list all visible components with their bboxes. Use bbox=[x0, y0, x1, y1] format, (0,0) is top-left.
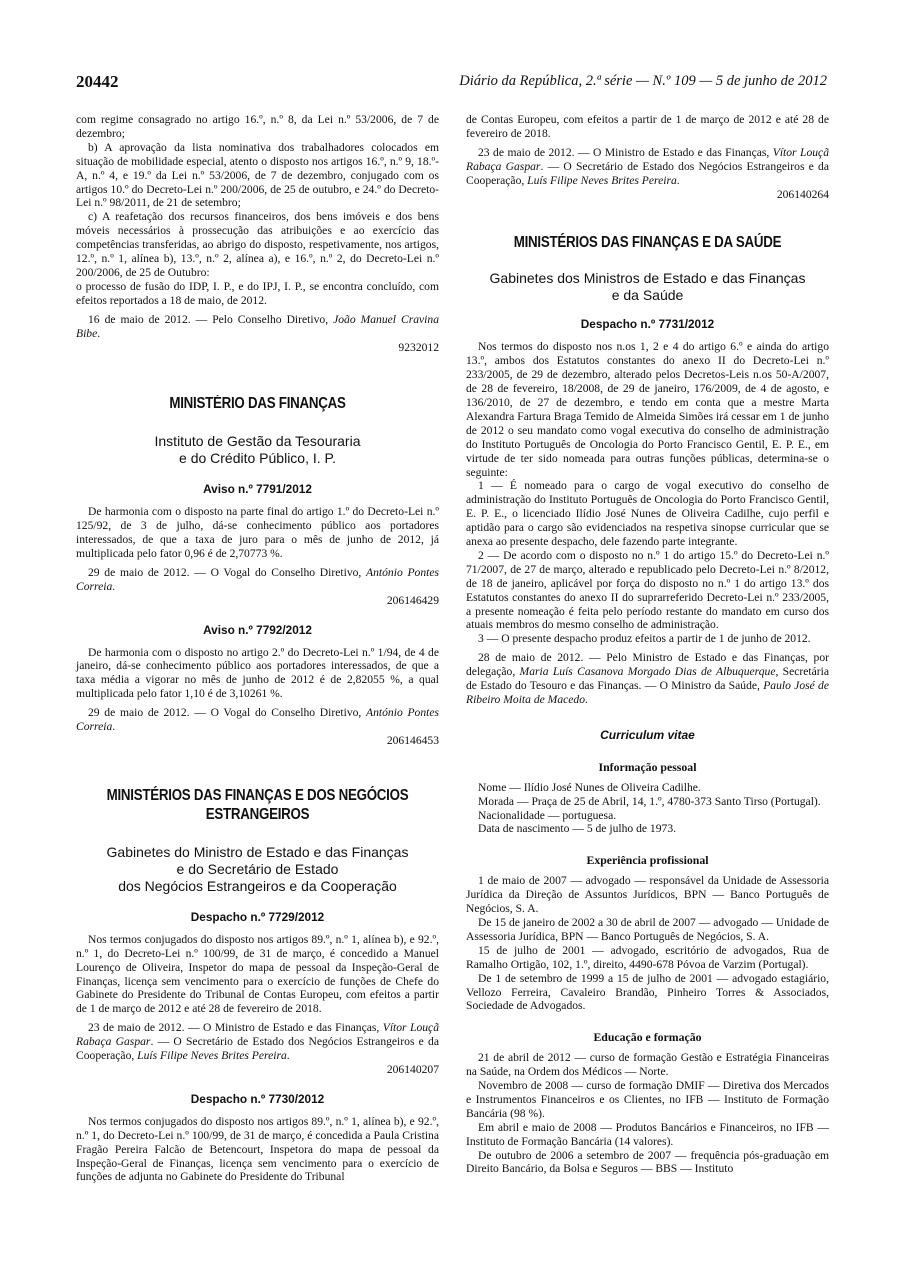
journal-header: Diário da República, 2.ª série — N.º 109 — 5 de junho de 2012 bbox=[459, 73, 827, 89]
aviso-title: Aviso n.º 7791/2012 bbox=[203, 482, 312, 497]
paragraph: De harmonia com o disposto no artigo 2.º do Decreto-Lei n.º 1/94, de 4 de janeiro, dá-se conhecimento público aos portadores interessados, de que a taxa média a vigorar no mês de junho de 2012 é de 2,82055 %, a qual multiplicada pelo fator 1,10 é de 3,10261 %. bbox=[76, 645, 439, 701]
paragraph: Novembro de 2008 — curso de formação DMIF — Diretiva dos Mercados e Instrumentos Financeiros e os Clientes, no IFB — Instituto de Formação Bancária (98 %). bbox=[466, 1079, 829, 1120]
despacho-title: Despacho n.º 7729/2012 bbox=[190, 909, 325, 924]
paragraph: 15 de julho de 2001 — advogado, escritório de advogados, Rua de Ramalho Ortigão, 102, 1.º, direito, 4490-678 Póvoa de Varzim (Portugal). bbox=[466, 943, 829, 971]
paragraph: 1 — É nomeado para o cargo de vogal executivo do conselho de administração do Instituto Português de Oncologia do Porto Francisco Gentil, E. P. E., o licenciado Ilídio José Nunes de Oliveira Cadilhe, cujo perfil e aptidão para o cargo são evidenciados na respetiva sinopse curricular que se anexa ao presente despacho, dele fazendo parte integrante. bbox=[466, 479, 829, 549]
reference-number: 206146453 bbox=[386, 734, 439, 747]
paragraph: Nos termos conjugados do disposto nos artigos 89.º, n.º 1, alínea b), e 92.º, n.º 1, do Decreto-Lei n.º 100/99, de 31 de março, é concedido a Manuel Lourenço de Oliveira, Inspetor do mapa de pessoal da Inspeção-Geral de Finanças, licença sem vencimento para o exercício de funções de Chefe do Gabinete do Presidente do Tribunal de Contas Europeu, com efeitos a partir de 1 de março de 2012 e até 28 de fevereiro de 2018. bbox=[76, 932, 439, 1016]
paragraph: Nacionalidade — portuguesa. bbox=[478, 808, 617, 822]
section-title: Informação pessoal bbox=[598, 759, 697, 774]
paragraph: Nos termos conjugados do disposto nos artigos 89.º, n.º 1, alínea b), e 92.º, n.º 1, do Decreto-Lei n.º 100/99, de 31 de março, é concedida a Paula Cristina Fragão Pereira Falcão de Betencourt, Inspetora do mapa de pessoal da Inspeção-Geral de Finanças, licença sem vencimento para o exercício de funções de adjunta no Gabinete do Presidente do Tribunal bbox=[76, 1114, 439, 1184]
paragraph: De outubro de 2006 a setembro de 2007 — frequência pós-graduação em Direito Bancário, da Bolsa e Seguros — BBS — Instituto bbox=[466, 1148, 829, 1176]
paragraph: De harmonia com o disposto na parte final do artigo 1.º do Decreto-Lei n.º 125/92, de 3 de julho, dá-se conhecimento público aos portadores interessados, de que a taxa de juro para o mês de junho de 2012, já multiplicada pelo fator 0,96 é de 2,70773 %. bbox=[76, 505, 439, 561]
paragraph: b) A aprovação da lista nominativa dos trabalhadores colocados em situação de mobilidade especial, atento o disposto nos artigos 16.º, n.º 9, 18.º-A, n.º 4, e 19.º da Lei n.º 53/2006, de 7 de dezembro, conjugado com os artigos 10.º do Decreto-Lei n.º 200/2006, de 25 de outubro, e 24.º do Decreto-Lei n.º 98/2011, de 21 de setembro; bbox=[76, 140, 439, 210]
paragraph: 1 de maio de 2007 — advogado — responsável da Unidade de Assessoria Jurídica da Direção de Assuntos Jurídicos, BPN — Banco Português de Negócios, S. A. bbox=[466, 874, 829, 916]
paragraph: De 1 de setembro de 1999 a 15 de julho de 2001 — advogado estagiário, Vellozo Ferreira, Cavaleiro Brandão, Pinheiro Torres & Associados, Sociedade de Advogados. bbox=[466, 971, 829, 1013]
paragraph: o processo de fusão do IDP, I. P., e do IPJ, I. P., se encontra concluído, com efeitos reportados a 18 de maio, de 2012. bbox=[76, 279, 439, 307]
signature-line: 28 de maio de 2012. — Pelo Ministro de Estado e das Finanças, por delegação, Maria Luís Casanova Morgado Dias de Albuquerque, Secretária de Estado do Tesouro e das Finanças. — O Ministro da Saúde, Paulo José de Ribeiro Moita de Macedo. bbox=[466, 651, 830, 706]
institution-heading: Instituto de Gestão da Tesouraria e do Crédito Público, I. P. bbox=[154, 433, 361, 467]
paragraph: de Contas Europeu, com efeitos a partir de 1 de março de 2012 e até 28 de fevereiro de 2018. bbox=[466, 113, 829, 140]
paragraph: De 15 de janeiro de 2002 a 30 de abril de 2007 — advogado — Unidade de Assessoria Jurídica, BPN — Banco Português de Negócios, S. A. bbox=[466, 915, 829, 943]
ministry-heading: MINISTÉRIOS DAS FINANÇAS E DOS NEGÓCIOS ESTRANGEIROS bbox=[106, 786, 409, 823]
paragraph: 3 — O presente despacho produz efeitos a partir de 1 de junho de 2012. bbox=[478, 632, 811, 646]
section-title: Educação e formação bbox=[593, 1030, 702, 1045]
signatory: João Manuel Cravina Bibe bbox=[76, 312, 439, 340]
despacho-title: Despacho n.º 7731/2012 bbox=[580, 317, 715, 332]
paragraph: c) A reafetação dos recursos financeiros, dos bens imóveis e dos bens móveis necessários à prossecução das atribuições e ao exercício das competências transferidas, ao abrigo do disposto, respetivamente, nos artigos, 12.º, n.º 1, alínea b), 13.º, n.º 2, alínea a), e 16.º, n.º 2, do Decreto-Lei n.º 200/2006, de 25 de Outubro: bbox=[76, 210, 439, 279]
cv-title: Curriculum vitae bbox=[600, 727, 695, 742]
paragraph: 21 de abril de 2012 — curso de formação Gestão e Estratégia Financeiras na Saúde, na Ordem dos Médicos — Norte. bbox=[466, 1051, 829, 1079]
signature-line: 29 de maio de 2012. — O Vogal do Conselho Diretivo, António Pontes Correia. bbox=[76, 565, 440, 593]
signature-line: 23 de maio de 2012. — O Ministro de Estado e das Finanças, Vítor Louçã Rabaça Gaspar. — O Secretário de Estado dos Negócios Estrangeiros e da Cooperação, Luís Filipe Neves Brites Pereira. bbox=[466, 145, 830, 187]
signature-line: 16 de maio de 2012. — Pelo Conselho Diretivo, João Manuel Cravina Bibe. bbox=[76, 312, 439, 340]
ministry-heading: MINISTÉRIOS DAS FINANÇAS E DA SAÚDE bbox=[513, 234, 782, 252]
institution-heading: Gabinetes dos Ministros de Estado e das Finanças e da Saúde bbox=[489, 270, 806, 304]
page-number: 20442 bbox=[76, 72, 119, 91]
section-title: Experiência profissional bbox=[586, 853, 709, 868]
reference-number: 206140207 bbox=[386, 1062, 439, 1076]
signatory: António Pontes Correia bbox=[76, 565, 440, 593]
signature-line: 29 de maio de 2012. — O Vogal do Conselho Diretivo, António Pontes Correia. bbox=[76, 706, 440, 734]
reference-number: 206146429 bbox=[386, 593, 439, 607]
paragraph: 2 — De acordo com o disposto no n.º 1 do artigo 15.º do Decreto-Lei n.º 71/2007, de 27 de março, alterado e republicado pelo Decreto-Lei n.º 8/2012, de 18 de janeiro, aplicável por força do disposto no n.º 1 do artigo 13.º dos Estatutos constantes do anexo II do suprarreferido Decreto-Lei n.º 233/2005, a presente nomeação é feita pelo período restante do mandato em curso dos atuais membros do mesmo conselho de administração. bbox=[466, 548, 829, 632]
paragraph: com regime consagrado no artigo 16.º, n.º 8, da Lei n.º 53/2006, de 7 de dezembro; bbox=[76, 113, 439, 140]
paragraph: Morada — Praça de 25 de Abril, 14, 1.º, 4780-373 Santo Tirso (Portugal). bbox=[478, 794, 821, 808]
paragraph: Nome — Ilídio José Nunes de Oliveira Cadilhe. bbox=[478, 780, 701, 794]
paragraph: Em abril e maio de 2008 — Produtos Bancários e Financeiros, no IFB — Instituto de Formação Bancária (14 valores). bbox=[466, 1120, 829, 1148]
aviso-title: Aviso n.º 7792/2012 bbox=[203, 622, 312, 637]
reference-number: 9232012 bbox=[398, 340, 439, 354]
signature-line: 23 de maio de 2012. — O Ministro de Estado e das Finanças, Vítor Louçã Rabaça Gaspar. — O Secretário de Estado dos Negócios Estrangeiros e da Cooperação, Luís Filipe Neves Brites Pereira. bbox=[76, 1021, 440, 1063]
institution-heading: Gabinetes do Ministro de Estado e das Finanças e do Secretário de Estado dos Negócios Estrangeiros e da Cooperação bbox=[106, 843, 409, 894]
signatory: António Pontes Correia bbox=[76, 706, 440, 734]
ministry-heading: MINISTÉRIO DAS FINANÇAS bbox=[169, 395, 346, 413]
reference-number: 206140264 bbox=[776, 187, 829, 201]
paragraph: Data de nascimento — 5 de julho de 1973. bbox=[478, 822, 677, 836]
paragraph: Nos termos do disposto nos n.os 1, 2 e 4 do artigo 6.º e ainda do artigo 13.º, ambos dos Estatutos constantes do anexo II do Decreto-Lei n.º 233/2005, de 29 de dezembro, alterado pelos Decretos-Leis n.os 50-A/2007, de 28 de fevereiro, 18/2008, de 29 de janeiro, 176/2009, de 4 de agosto, e 136/2010, de 27 de dezembro, e tendo em conta que a mestre Marta Alexandra Fartura Braga Temido de Almeida Simões irá cessar em 1 de junho de 2012 o seu mandato como vogal executiva do conselho de administração do Instituto Português de Oncologia do Porto Francisco Gentil, E. P. E., em virtude de ter sido nomeada para outras funções públicas, determina-se o seguinte: bbox=[466, 340, 829, 479]
despacho-title: Despacho n.º 7730/2012 bbox=[190, 1091, 325, 1106]
left-column bbox=[76, 113, 439, 1184]
right-column bbox=[466, 113, 829, 1176]
